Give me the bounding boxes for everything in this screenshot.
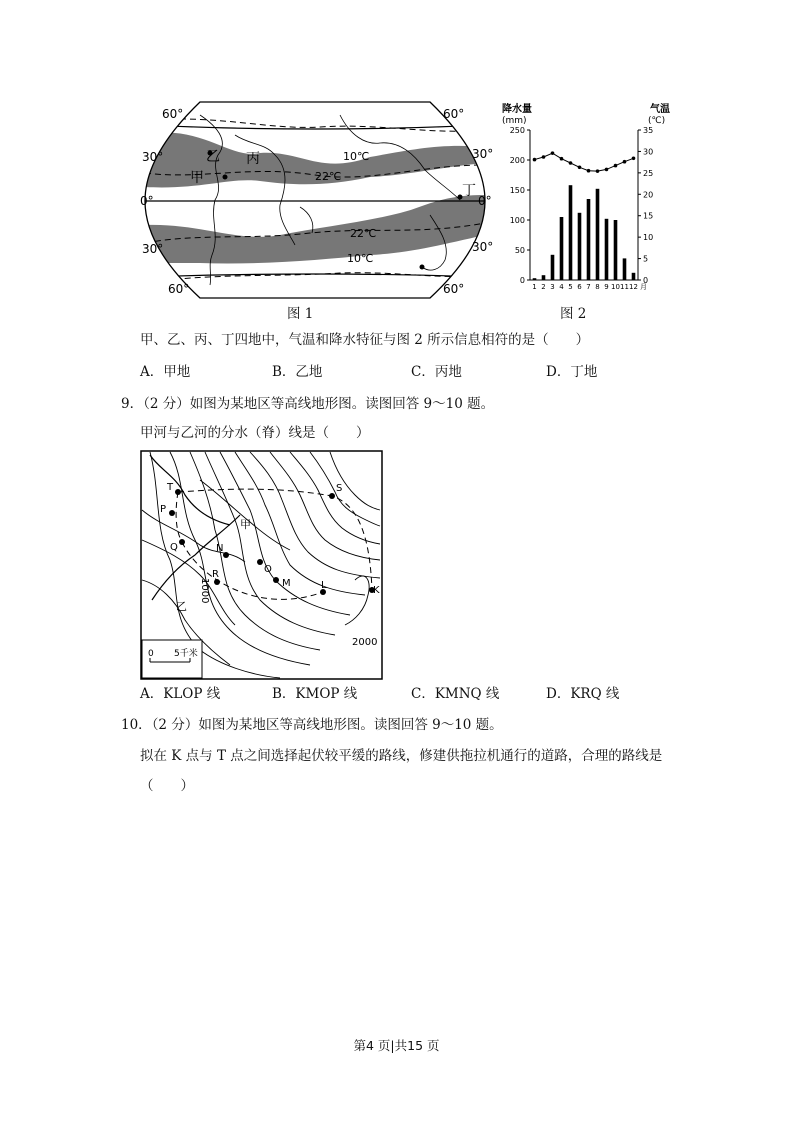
world-map-figure [140,95,494,305]
label-bing: 丙 [246,151,260,167]
figure2-caption: 图 2 [560,306,587,322]
q8-stem: 甲、乙、丙、丁四地中，气温和降水特征与图 2 所示信息相符的是（ ） [140,332,590,348]
temperature-point [596,169,600,173]
precip-bar [614,220,618,280]
isotherm-10-north: 10℃ [343,150,370,163]
right-tick-label: 30 [643,147,654,157]
precip-bar [560,217,564,280]
label-ding: 丁 [462,183,476,199]
precip-bar [569,185,573,280]
right-tick-label: 5 [643,254,649,264]
temperature-point [632,156,636,160]
x-tick-label: 10 [611,283,620,291]
point-K: K [373,585,380,596]
x-tick-label: 2 [541,283,546,291]
left-tick-label: 0 [519,276,525,285]
isotherm-22-south: 22℃ [350,227,377,240]
south-point [420,265,425,270]
right-tick-label: 10 [643,233,654,243]
x-tick-label: 1 [532,283,537,291]
q8-option-c[interactable]: C．丙地 [411,364,462,380]
left-tick-label: 200 [509,156,525,165]
scale-text: 5千米 [174,649,198,659]
contour-1000-label: 1000 [199,578,210,604]
x-tick-label: 8 [595,283,600,291]
precip-bar [632,273,636,280]
q9-header [121,395,494,413]
q10-stem: 拟在 K 点与 T 点之间选择起伏较平缓的路线，修建供拖拉机通行的道路，合理的路线是 [140,748,663,764]
river-yi-label: 乙 [176,600,187,613]
q9-option-b[interactable]: B．KMOP 线 [272,686,358,702]
right-axis-unit: (℃) [648,116,666,126]
isotherm-22-north: 22℃ [315,170,342,183]
point-M: M [282,578,291,589]
right-tick-label: 0 [643,276,649,285]
q9-number: 9． [121,396,144,412]
right-tick-label: 35 [643,126,654,135]
left-tick-label: 250 [509,126,525,135]
point-T: T [167,482,174,493]
temperature-point [551,151,555,155]
x-tick-label: 5 [568,283,573,291]
left-tick-label: 150 [509,186,525,195]
figure1-caption: 图 1 [287,306,314,322]
temperature-point [587,169,591,173]
temperature-point [533,158,537,162]
precip-bar [587,199,591,280]
label-yi: 乙 [206,149,220,165]
temperature-point [623,160,627,164]
temperature-point [578,165,582,169]
lat-30n-left: 30° [142,150,164,164]
left-tick-label: 50 [514,246,525,255]
temperature-point [569,161,573,165]
lat-30n-right: 30° [472,147,494,161]
q10-blank: （ ） [140,778,194,794]
point-P: P [160,504,167,515]
lat-60s-right: 60° [443,282,465,296]
right-tick-label: 15 [643,211,654,221]
x-tick-label: 12 [629,283,638,291]
right-axis-label: 气温 [650,104,670,115]
precip-bar [551,255,555,280]
precip-bar [578,213,582,280]
contour-2000-label: 2000 [352,637,378,648]
precip-bar [596,189,600,280]
q9-option-a[interactable]: A．KLOP 线 [140,686,221,702]
q10-header [121,716,503,734]
q9-option-d[interactable]: D．KRQ 线 [546,686,620,702]
precip-bar [605,219,609,280]
lat-60s-left: 60° [168,282,190,296]
q8-option-b[interactable]: B．乙地 [272,364,323,380]
x-axis-unit: 月 [640,283,647,291]
x-tick-label: 4 [559,283,564,291]
x-tick-label: 7 [586,283,591,291]
x-tick-label: 9 [604,283,609,291]
q9-option-c[interactable]: C．KMNQ 线 [411,686,500,702]
point-N: N [216,543,224,554]
climate-chart [500,100,690,300]
precip-bar [542,275,546,280]
right-tick-label: 25 [643,168,654,178]
temperature-point [614,164,618,168]
lat-60n-right: 60° [443,107,465,121]
precip-bar [533,278,537,280]
contour-map [140,450,383,680]
label-jia: 甲 [190,170,204,186]
q9-stem: 甲河与乙河的分水（脊）线是（ ） [140,425,370,441]
point-Q: Q [170,542,178,553]
q10-number: 10． [121,717,152,733]
yi-point [223,175,228,180]
left-axis-label: 降水量 [502,104,532,115]
temperature-point [605,168,609,172]
isotherm-10-south: 10℃ [347,252,374,265]
temperature-point [560,157,564,161]
q9-intro: （2 分）如图为某地区等高线地形图。读图回答 9～10 题。 [143,396,495,412]
q8-option-d[interactable]: D．丁地 [546,364,598,380]
page-footer: 第4 页|共15 页 [353,1038,440,1053]
scale-zero: 0 [148,649,154,659]
lat-eq-right: 0° [478,194,492,208]
x-tick-label: 6 [577,283,582,291]
point-L: L [321,580,327,591]
point-S: S [336,483,343,494]
lat-30s-right: 30° [472,240,494,254]
x-tick-label: 3 [550,283,555,291]
point-R: R [212,569,219,580]
precip-bar [623,258,627,280]
lat-eq-left: 0° [140,194,154,208]
q10-intro: （2 分）如图为某地区等高线地形图。读图回答 9～10 题。 [151,717,503,733]
left-tick-label: 100 [509,216,525,225]
river-jia-label: 甲 [240,518,251,531]
temperature-point [542,155,546,159]
point-O: O [264,564,272,575]
q8-option-a[interactable]: A．甲地 [140,364,191,380]
lat-30s-left: 30° [142,242,164,256]
left-axis-unit: (mm) [502,116,527,126]
x-tick-label: 11 [620,283,629,291]
temperature-line [535,153,634,171]
right-tick-label: 20 [643,190,654,200]
lat-60n-left: 60° [162,107,184,121]
